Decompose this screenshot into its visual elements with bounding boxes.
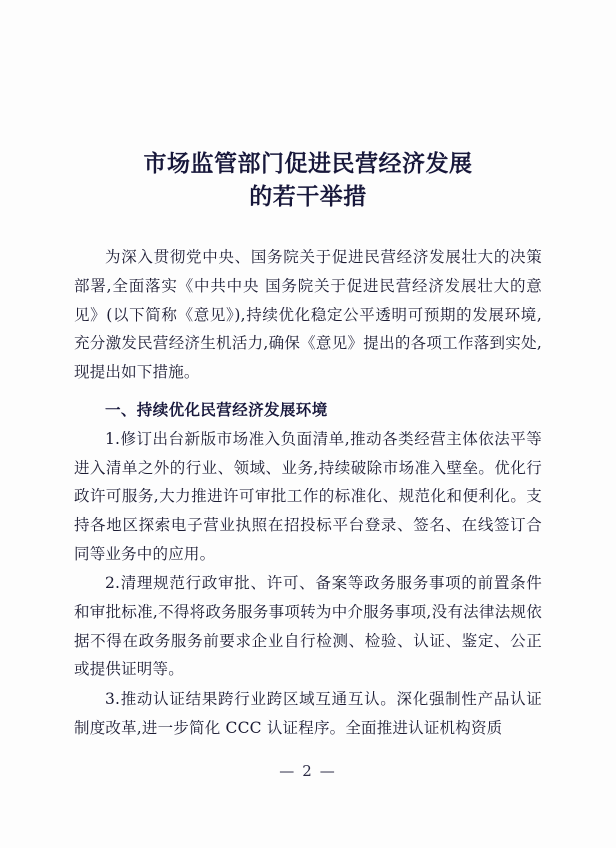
page-number-dash-right: — — [319, 762, 337, 780]
list-item: 2.清理规范行政审批、许可、备案等政务服务事项的前置条件和审批标准,不得将政务服务事项转为中介服务事项,没有法律法规依据不得在政务服务前要求企业自行检测、检验、认证、鉴定、公正或提供证明等。 — [74, 574, 542, 679]
page-number-value: 2 — [302, 762, 314, 780]
page-footer-number — [0, 762, 616, 780]
list-item: 1.修订出台新版市场准入负面清单,推动各类经营主体依法平等进入清单之外的行业、领域、业务,持续破除市场准入壁垒。优化行政许可服务,大力推进许可审批工作的标准化、规范化和便利化。支持各地区探索电子营业执照在招投标平台登录、签名、在线签订合同等业务中的应用。 — [74, 429, 542, 563]
document-body — [74, 243, 542, 742]
page-title-line-1: 市场监管部门促进民营经济发展 — [143, 150, 473, 177]
list-item: 3.推动认证结果跨行业跨区域互通互认。深化强制性产品认证制度改革,进一步简化 CCC 认证程序。全面推进认证机构资质 — [74, 689, 542, 737]
page-number-dash-left: — — [279, 762, 297, 780]
section-heading-1: 一、持续优化民营经济发展环境 — [105, 399, 328, 419]
page-content — [74, 148, 542, 743]
page-title — [74, 148, 542, 213]
intro-paragraph: 为深入贯彻党中央、国务院关于促进民营经济发展壮大的决策部署,全面落实《中共中央 国务院关于促进民营经济发展壮大的意见》(以下简称《意见》),持续优化稳定公平透明可预期的发展环境,充分激发民营经济生机活力,确保《意见》提出的各项工作落到实处,现提出如下措施。 — [74, 248, 542, 381]
page-title-line-2: 的若干举措 — [249, 182, 367, 210]
